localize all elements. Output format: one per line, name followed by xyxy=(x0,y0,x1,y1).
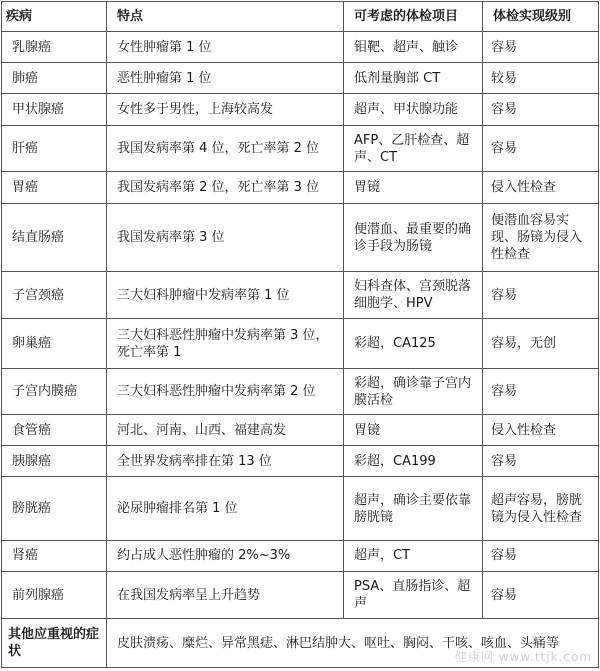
feature-cell: 女性肿瘤第 1 位 xyxy=(107,32,344,63)
watermark: 健康网 www.ttjk.com xyxy=(454,650,592,664)
feature-cell: 我国发病率第 2 位，死亡率第 3 位 xyxy=(107,172,344,203)
level-cell: 侵入性检查 xyxy=(483,414,599,445)
table-row xyxy=(2,272,599,319)
header-feature: 特点 xyxy=(107,2,344,32)
disease-cell: 肝癌 xyxy=(2,125,107,172)
exam-cell: 彩超，CA199 xyxy=(344,446,483,477)
disease-cell: 膀胱癌 xyxy=(2,477,107,540)
feature-cell: 恶性肿瘤第 1 位 xyxy=(107,63,344,94)
feature-cell: 河北、河南、山西、福建高发 xyxy=(107,414,344,445)
table-row xyxy=(2,125,599,172)
level-cell: 便潜血容易实现、肠镜为侵入性检查 xyxy=(483,203,599,272)
cancer-screening-table xyxy=(1,1,599,668)
table-row xyxy=(2,319,599,369)
table-row xyxy=(2,414,599,445)
exam-cell: 钼靶、超声、触诊 xyxy=(344,32,483,63)
feature-cell: 三大妇科恶性肿瘤中发病率第 3 位，死亡率第 1 xyxy=(107,319,344,369)
feature-cell: 我国发病率第 4 位，死亡率第 2 位 xyxy=(107,125,344,172)
level-cell: 容易，无创 xyxy=(483,319,599,369)
table-row xyxy=(2,172,599,203)
exam-cell: PSA、直肠指诊、超声 xyxy=(344,572,483,619)
level-cell: 容易 xyxy=(483,572,599,619)
level-cell: 较易 xyxy=(483,63,599,94)
table-row xyxy=(2,572,599,619)
table-row xyxy=(2,446,599,477)
feature-cell: 泌尿肿瘤排名第 1 位 xyxy=(107,477,344,540)
header-level: 体检实现级别 xyxy=(483,2,599,32)
exam-cell: 超声，CT xyxy=(344,540,483,571)
disease-cell: 子宫颈癌 xyxy=(2,272,107,319)
disease-cell: 结直肠癌 xyxy=(2,203,107,272)
level-cell: 容易 xyxy=(483,540,599,571)
table-row xyxy=(2,63,599,94)
disease-cell: 胃癌 xyxy=(2,172,107,203)
level-cell: 容易 xyxy=(483,125,599,172)
feature-cell: 在我国发病率呈上升趋势 xyxy=(107,572,344,619)
disease-cell: 前列腺癌 xyxy=(2,572,107,619)
exam-cell: 胃镜 xyxy=(344,414,483,445)
header-exam: 可考虑的体检项目 xyxy=(344,2,483,32)
feature-cell: 三大妇科肿瘤中发病率第 1 位 xyxy=(107,272,344,319)
header-row xyxy=(2,2,599,32)
disease-cell: 甲状腺癌 xyxy=(2,94,107,125)
exam-cell: 彩超，CA125 xyxy=(344,319,483,369)
exam-cell: 彩超，确诊靠子宫内膜活检 xyxy=(344,369,483,415)
disease-cell: 肺癌 xyxy=(2,63,107,94)
disease-cell: 食管癌 xyxy=(2,414,107,445)
disease-cell: 子宫内膜癌 xyxy=(2,369,107,415)
exam-cell: AFP、乙肝检查、超声、CT xyxy=(344,125,483,172)
table-row xyxy=(2,203,599,272)
feature-cell: 三大妇科恶性肿瘤中发病率第 2 位 xyxy=(107,369,344,415)
feature-cell: 全世界发病率排在第 13 位 xyxy=(107,446,344,477)
feature-cell: 我国发病率第 3 位 xyxy=(107,203,344,272)
exam-cell: 低剂量胸部 CT xyxy=(344,63,483,94)
level-cell: 容易 xyxy=(483,369,599,415)
level-cell: 容易 xyxy=(483,32,599,63)
table-row xyxy=(2,369,599,415)
table-row xyxy=(2,94,599,125)
feature-cell: 女性多于男性，上海较高发 xyxy=(107,94,344,125)
table-row xyxy=(2,32,599,63)
exam-cell: 超声、甲状腺功能 xyxy=(344,94,483,125)
disease-cell: 卵巢癌 xyxy=(2,319,107,369)
exam-cell: 便潜血、最重要的确诊手段为肠镜 xyxy=(344,203,483,272)
header-disease: 疾病 xyxy=(2,2,107,32)
level-cell: 侵入性检查 xyxy=(483,172,599,203)
level-cell: 容易 xyxy=(483,94,599,125)
disease-cell: 乳腺癌 xyxy=(2,32,107,63)
table-row xyxy=(2,477,599,540)
disease-cell: 肾癌 xyxy=(2,540,107,571)
level-cell: 超声容易，膀胱镜为侵入性检查 xyxy=(483,477,599,540)
exam-cell: 超声，确诊主要依靠膀胱镜 xyxy=(344,477,483,540)
exam-cell: 妇科查体、宫颈脱落细胞学、HPV xyxy=(344,272,483,319)
table-row xyxy=(2,540,599,571)
feature-cell: 约占成人恶性肿瘤的 2%~3% xyxy=(107,540,344,571)
level-cell: 容易 xyxy=(483,446,599,477)
disease-cell: 胰腺癌 xyxy=(2,446,107,477)
footer-label: 其他应重视的症状 xyxy=(2,619,107,668)
exam-cell: 胃镜 xyxy=(344,172,483,203)
level-cell: 容易 xyxy=(483,272,599,319)
footer-symptoms: 皮肤溃疡、糜烂、异常黑痣、淋巴结肿大、呕吐、胸闷、干咳、咳血、头痛等 xyxy=(107,619,599,668)
